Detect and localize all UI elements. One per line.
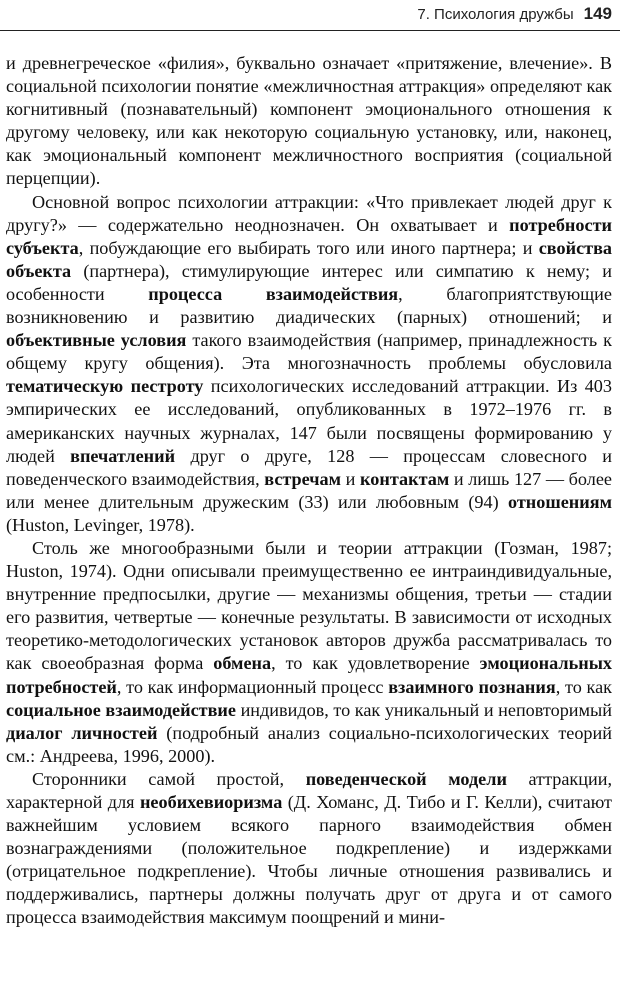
text-run: , то как удовлетворение	[271, 653, 480, 674]
bold-term: эмоциональных потребностей	[6, 653, 612, 697]
text-run: , то как	[555, 676, 612, 697]
text-run: Основной вопрос психологии аттракции: «Что привлекает людей друг к другу?» — содержательно неоднозначен. Он охватывает и	[6, 191, 612, 235]
running-header	[417, 4, 612, 24]
text-run: , то как информационный процесс	[116, 676, 389, 697]
paragraph	[6, 191, 612, 537]
page-number: 149	[583, 4, 612, 23]
text-run: аттракции, характерной для	[6, 768, 613, 812]
bold-term: потребности субъекта	[6, 214, 612, 258]
text-run: друг о друге, 128 — процессам словесного и поведенческого взаимодействия,	[6, 445, 612, 489]
bold-term: объективные условия	[6, 330, 187, 351]
bold-term: диалог личностей	[6, 722, 158, 743]
paragraph	[6, 52, 612, 191]
text-run: и лишь 127 — более или менее длительным дружеским (33) или любовным (94)	[6, 468, 612, 512]
bold-term: необихевиоризма	[139, 792, 283, 812]
paragraph	[6, 768, 612, 930]
text-run: (Huston, Levinger, 1978).	[6, 514, 195, 535]
bold-term: отношениям	[508, 491, 612, 512]
bold-term: тематическую пестроту	[6, 376, 204, 397]
text-run: и	[341, 468, 361, 489]
paragraph	[6, 537, 612, 768]
text-run: психологических исследований аттракции. Из 403 эмпирических ее исследований, опубликованных в 1972–1976 гг. в американских научных журналах, 147 были посвящены формированию у людей	[6, 376, 612, 466]
chapter-title: 7. Психология дружбы	[417, 6, 574, 23]
text-run: , благоприятствующие возникновению и развитию диадических (парных) отношений; и	[6, 283, 612, 328]
text-run: Сторонники самой простой,	[32, 768, 306, 789]
bold-term: впечатлений	[70, 445, 176, 466]
bold-term: поведенческой модели	[305, 768, 507, 789]
bold-term: контактам	[360, 468, 450, 489]
text-run: индивидов, то как уникальный и неповторимый	[235, 699, 612, 720]
text-run: и древнегреческое «филия», буквально означает «притяжение, влечение». В социальной психологии понятие «межличностная аттракция» определяют как когнитивный (познавательный) компонент эмоционального отношения к другому человеку, или как некоторую социальную установку, или, наконец, как эмоциональный компонент межличностного восприятия (социальной перцепции).	[6, 53, 612, 189]
text-run: (подробный анализ социально-психологических теорий см.: Андреева, 1996, 2000).	[6, 722, 612, 766]
text-run: (партнера), стимулирующие интерес или симпатию к нему; и особенности	[6, 260, 612, 304]
header-rule	[0, 30, 620, 31]
text-run: такого взаимодействия (например, принадлежность к общему кругу общения). Эта многозначность проблемы обусловила	[6, 330, 612, 374]
bold-term: социальное взаимодействие	[6, 699, 236, 720]
text-run: Столь же многообразными были и теории аттракции (Гозман, 1987; Huston, 1974). Одни описывали преимущественно ее интраиндивидуальные, внутренние предпосылки, другие — механизмы общения, третьи — стадии его развития, четвертые — конечные результаты. В зависимости от исходных теоретико-методологических установок авторов дружба рассматривалась то как своеобразная форма	[6, 537, 612, 674]
bold-term: обмена	[213, 653, 272, 674]
bold-term: свойства объекта	[6, 237, 612, 281]
bold-term: взаимного познания	[388, 676, 556, 697]
text-run: , побуждающие его выбирать того или иного партнера; и	[78, 237, 539, 258]
bold-term: процесса взаимодействия	[148, 283, 399, 304]
body-text	[6, 52, 612, 930]
bold-term: встречам	[264, 468, 342, 489]
text-run: (Д. Хоманс, Д. Тибо и Г. Келли), считают важнейшим условием всякого парного взаимодействия обмен вознаграждениями (положительное подкрепление) и издержками (отрицательное подкрепление). Чтобы личные отношения развивались и поддерживались, партнеры должны получать друг от друга и от самого процесса взаимодействия максимум поощрений и мини-	[6, 792, 612, 928]
